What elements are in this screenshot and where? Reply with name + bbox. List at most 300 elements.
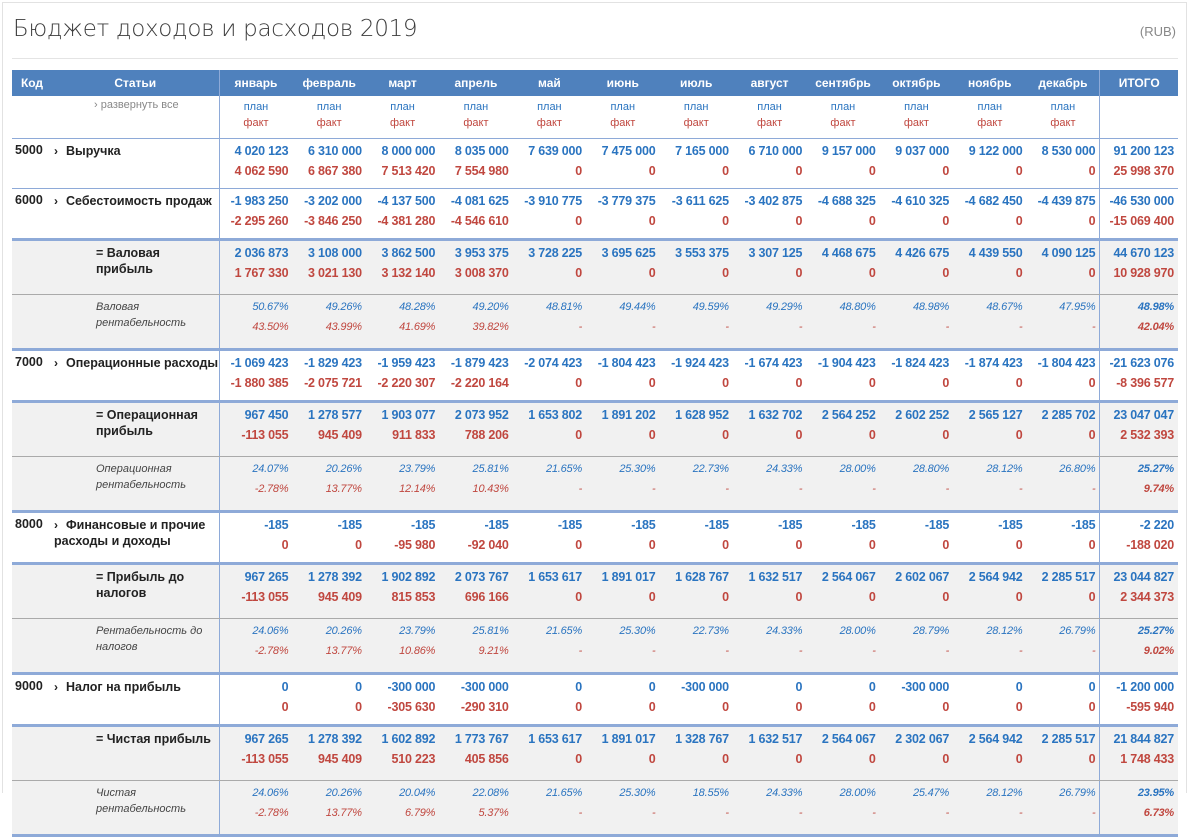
title-divider (12, 58, 1178, 59)
fact-value: - (798, 321, 803, 333)
plan-value: 28.00% (839, 463, 876, 475)
month-cell (439, 512, 512, 564)
fact-value: 0 (1015, 428, 1023, 442)
fact-value: 0 (1015, 164, 1023, 178)
month-cell (880, 139, 953, 189)
month-cell (659, 139, 732, 189)
month-cell (733, 781, 806, 836)
row-code (12, 619, 52, 674)
month-cell (1027, 674, 1100, 726)
fact-value: 788 206 (464, 428, 509, 442)
table-row-ratio (12, 457, 1178, 512)
row-code: 9000 (12, 674, 52, 726)
header-items[interactable]: Статьи (52, 70, 219, 96)
fact-value: 7 554 980 (454, 164, 509, 178)
plan-label: план (537, 101, 562, 113)
fact-value: 0 (942, 428, 950, 442)
month-cell (880, 295, 953, 350)
fact-value: 815 853 (391, 590, 436, 604)
total-cell (1100, 295, 1178, 350)
month-cell (219, 240, 292, 295)
plan-value: 0 (355, 680, 362, 694)
fact-value: -92 040 (467, 538, 509, 552)
plan-value: 28.12% (986, 787, 1023, 799)
plan-value: -300 000 (460, 680, 509, 694)
month-cell (439, 350, 512, 402)
month-cell (439, 189, 512, 240)
plan-value: 2 602 252 (895, 408, 950, 422)
month-cell (880, 350, 953, 402)
plan-value: 2 564 252 (821, 408, 876, 422)
fact-value: 0 (1088, 590, 1096, 604)
fact-value: 0 (281, 700, 289, 714)
fact-value: - (1091, 807, 1096, 819)
currency-label: (RUB) (1139, 24, 1176, 39)
fact-value: - (1019, 321, 1023, 333)
plan-value: 21.65% (545, 463, 583, 475)
plan-value: 20.26% (325, 625, 362, 637)
header-month-8[interactable]: август (733, 70, 806, 96)
plan-value: -1 879 423 (450, 356, 509, 370)
month-cell (586, 240, 659, 295)
header-month-9[interactable]: сентябрь (806, 70, 879, 96)
fact-value: - (578, 807, 583, 819)
month-cell (439, 139, 512, 189)
row-code (12, 402, 52, 457)
row-label[interactable]: › Операционные расходы (52, 350, 219, 402)
header-month-12[interactable]: декабрь (1027, 70, 1100, 96)
row-label[interactable]: › Налог на прибыль (52, 674, 219, 726)
plan-value: -4 137 500 (377, 194, 436, 208)
plan-value: 28.12% (986, 625, 1023, 637)
month-cell (733, 457, 806, 512)
total-cell (1100, 512, 1178, 564)
plan-value: 0 (648, 680, 656, 694)
fact-value: - (578, 321, 583, 333)
fact-value: -2.78% (254, 483, 289, 495)
month-cell (733, 189, 806, 240)
month-cell (292, 189, 365, 240)
fact-value: 0 (1015, 700, 1023, 714)
fact-value: 0 (575, 266, 583, 280)
plan-value: 1 632 702 (748, 408, 803, 422)
month-cell (659, 726, 732, 781)
month-cell (880, 619, 953, 674)
plan-value: 21 844 827 (1113, 732, 1174, 746)
plan-value: 1 628 767 (675, 570, 729, 584)
total-cell (1100, 781, 1178, 836)
plan-value: 1 891 202 (601, 408, 656, 422)
month-cell (880, 189, 953, 240)
month-cell (292, 726, 365, 781)
month-cell (513, 674, 586, 726)
fact-value: 0 (795, 428, 803, 442)
fact-value: 41.69% (399, 321, 436, 333)
fact-value: 0 (795, 590, 803, 604)
plan-value: 3 307 125 (748, 246, 803, 260)
fact-value: -2 220 164 (450, 376, 509, 390)
month-cell (806, 295, 879, 350)
plan-label: план (463, 101, 489, 113)
month-cell (659, 564, 732, 619)
fact-value: 0 (868, 376, 876, 390)
fact-value: 0 (1015, 752, 1023, 766)
fact-value: 0 (722, 428, 729, 442)
plan-value: 20.04% (399, 787, 436, 799)
fact-value: 1 748 433 (1120, 752, 1174, 766)
plan-value: -1 804 423 (597, 356, 656, 370)
table-row-item[interactable] (12, 350, 1178, 402)
fact-value: 0 (648, 376, 656, 390)
fact-value: 945 409 (318, 428, 362, 442)
fact-value: 0 (575, 538, 583, 552)
fact-value: 0 (722, 538, 729, 552)
table-row-item[interactable] (12, 189, 1178, 240)
row-label[interactable]: › Финансовые и прочие расходы и доходы (52, 512, 219, 564)
fact-value: -113 055 (241, 428, 289, 442)
month-cell (659, 781, 732, 836)
plan-value: 9 157 000 (821, 144, 876, 158)
row-code: 7000 (12, 350, 52, 402)
fact-value: 0 (942, 164, 950, 178)
row-label: Операционная рентабельность (52, 457, 219, 512)
fact-value: 3 021 130 (308, 266, 362, 280)
plan-value: 28.12% (986, 463, 1023, 475)
plan-value: -4 688 325 (817, 194, 876, 208)
plan-value: -185 (851, 518, 876, 532)
row-label[interactable]: › Себестоимость продаж (52, 189, 219, 240)
chevron-right-icon[interactable]: › (54, 680, 58, 694)
fact-value: 696 166 (464, 590, 509, 604)
month-cell (1027, 512, 1100, 564)
fact-value: - (872, 321, 876, 333)
fact-value: 43.99% (325, 321, 362, 333)
fact-value: 0 (1015, 266, 1023, 280)
total-cell (1100, 350, 1178, 402)
fact-label: факт (389, 117, 416, 129)
fact-value: - (798, 645, 803, 657)
plan-value: 25.30% (619, 787, 656, 799)
header-month-6[interactable]: июнь (586, 70, 659, 96)
fact-value: 0 (942, 376, 950, 390)
plan-label: план (390, 101, 415, 113)
plan-value: 2 036 873 (234, 246, 289, 260)
fact-value: 0 (795, 538, 803, 552)
month-cell (292, 512, 365, 564)
plan-value: 2 565 127 (968, 408, 1023, 422)
header-month-3[interactable]: март (366, 70, 439, 96)
fact-value: 0 (1015, 590, 1023, 604)
month-cell (439, 457, 512, 512)
fact-value: 0 (648, 538, 656, 552)
plan-value: 23.79% (399, 463, 436, 475)
month-cell (806, 674, 879, 726)
plan-value: 2 602 067 (895, 570, 950, 584)
table-row-item[interactable] (12, 674, 1178, 726)
fact-value: 1 767 330 (234, 266, 289, 280)
plan-value: 9 122 000 (968, 144, 1023, 158)
plan-value: 22.08% (472, 787, 509, 799)
plan-value: -185 (1071, 518, 1096, 532)
fact-value: 0 (1088, 214, 1096, 228)
month-cell (586, 619, 659, 674)
plan-value: 4 020 123 (234, 144, 289, 158)
header-month-2[interactable]: февраль (292, 70, 365, 96)
header-month-4[interactable]: апрель (439, 70, 512, 96)
fact-value: - (798, 807, 803, 819)
plan-value: 48.81% (545, 301, 583, 313)
month-cell (366, 781, 439, 836)
fact-value: 0 (1015, 538, 1023, 552)
plan-value: 2 564 067 (821, 570, 876, 584)
plan-value: 22.73% (692, 463, 729, 475)
total-cell (1100, 402, 1178, 457)
plan-value: 2 564 067 (821, 732, 876, 746)
plan-value: 21.65% (545, 625, 583, 637)
fact-value: -113 055 (241, 752, 289, 766)
month-cell (439, 619, 512, 674)
month-cell (1027, 402, 1100, 457)
month-cell (513, 726, 586, 781)
fact-value: -2 075 721 (304, 376, 362, 390)
fact-value: 405 856 (464, 752, 509, 766)
month-cell (366, 402, 439, 457)
fact-value: 0 (722, 700, 729, 714)
plan-label: план (977, 101, 1003, 113)
fact-value: - (945, 483, 950, 495)
plan-value: 1 653 617 (528, 732, 583, 746)
month-cell (586, 674, 659, 726)
plan-value: 22.73% (692, 625, 729, 637)
plan-value: 23.95% (1137, 787, 1174, 799)
fact-value: 0 (868, 266, 876, 280)
fact-value: -2.78% (254, 645, 289, 657)
plan-value: 2 073 767 (454, 570, 509, 584)
month-cell (513, 402, 586, 457)
fact-value: - (798, 483, 803, 495)
fact-value: -3 846 250 (304, 214, 362, 228)
plan-value: 1 278 392 (308, 732, 362, 746)
plan-value: 91 200 123 (1113, 144, 1174, 158)
plan-value: 1 653 802 (528, 408, 583, 422)
fact-value: 10.43% (472, 483, 509, 495)
header-month-1[interactable]: январь (219, 70, 292, 96)
plan-value: 25.27% (1137, 463, 1174, 475)
plan-value: -185 (704, 518, 729, 532)
plan-value: 9 037 000 (895, 144, 950, 158)
fact-value: 3 132 140 (381, 266, 436, 280)
month-cell (659, 295, 732, 350)
month-cell (1027, 295, 1100, 350)
header-month-5[interactable]: май (513, 70, 586, 96)
plan-value: -300 000 (901, 680, 950, 694)
fact-label: факт (463, 117, 489, 129)
plan-value: 24.33% (766, 625, 803, 637)
fact-value: 0 (648, 700, 656, 714)
plan-value: -185 (557, 518, 583, 532)
plan-value: 25.30% (619, 463, 656, 475)
fact-value: 0 (942, 700, 950, 714)
fact-value: 4 062 590 (234, 164, 289, 178)
header-code[interactable]: Код (12, 70, 52, 96)
plan-value: -1 200 000 (1116, 680, 1174, 694)
month-cell (733, 564, 806, 619)
fact-value: 0 (868, 752, 876, 766)
fact-value: 2 344 373 (1120, 590, 1174, 604)
fact-value: 0 (942, 538, 950, 552)
fact-value: 0 (795, 700, 803, 714)
row-label[interactable]: › Выручка (52, 139, 219, 189)
month-cell (880, 240, 953, 295)
row-label: = Валовая прибыль (52, 240, 219, 295)
month-cell (806, 619, 879, 674)
plan-value: -4 439 875 (1037, 194, 1096, 208)
plan-value: -21 623 076 (1109, 356, 1174, 370)
month-cell (366, 457, 439, 512)
plan-value: 2 073 952 (454, 408, 509, 422)
month-cell (1027, 350, 1100, 402)
plan-value: -3 611 625 (671, 194, 729, 208)
month-cell (953, 781, 1026, 836)
plan-value: 0 (1015, 680, 1023, 694)
plan-value: 0 (795, 680, 803, 694)
plan-label: план (683, 101, 709, 113)
fact-value: 0 (648, 590, 656, 604)
plan-value: 8 530 000 (1041, 144, 1096, 158)
plan-value: 21.65% (545, 787, 583, 799)
plan-value: -300 000 (681, 680, 729, 694)
month-cell (439, 240, 512, 295)
header-month-10[interactable]: октябрь (880, 70, 953, 96)
month-cell (513, 139, 586, 189)
plan-value: 1 891 017 (601, 732, 656, 746)
row-code (12, 295, 52, 350)
plan-value: 0 (1088, 680, 1096, 694)
plan-value: 23 047 047 (1113, 408, 1174, 422)
total-cell (1100, 189, 1178, 240)
month-cell (806, 781, 879, 836)
table-row-total (12, 726, 1178, 781)
month-cell (586, 402, 659, 457)
month-cell (880, 726, 953, 781)
total-cell (1100, 564, 1178, 619)
fact-value: -2 295 260 (230, 214, 289, 228)
fact-value: -305 630 (387, 700, 436, 714)
plan-value: 4 439 550 (968, 246, 1023, 260)
header-total[interactable]: ИТОГО (1100, 70, 1178, 96)
fact-value: 9.21% (478, 645, 509, 657)
plan-value: -185 (631, 518, 656, 532)
month-cell (953, 402, 1026, 457)
plan-value: 48.80% (839, 301, 876, 313)
month-cell (733, 295, 806, 350)
plan-value: 25.81% (472, 625, 509, 637)
fact-value: - (1091, 483, 1096, 495)
plan-value: 1 328 767 (675, 732, 729, 746)
month-cell (292, 139, 365, 189)
fact-value: 945 409 (318, 590, 362, 604)
plan-value: 24.07% (252, 463, 289, 475)
fact-value: 7 513 420 (381, 164, 436, 178)
chevron-right-icon[interactable]: › (54, 356, 58, 370)
fact-value: 0 (1088, 752, 1096, 766)
table-row-item[interactable] (12, 512, 1178, 564)
table-row-item[interactable] (12, 139, 1178, 189)
chevron-right-icon[interactable]: › (54, 518, 58, 532)
plan-value: -185 (337, 518, 362, 532)
plan-value: 25.47% (912, 787, 950, 799)
fact-value: - (945, 645, 950, 657)
plan-value: 3 553 375 (675, 246, 729, 260)
month-cell (880, 402, 953, 457)
chevron-right-icon[interactable]: › (54, 144, 58, 158)
chevron-right-icon: › (94, 99, 98, 111)
plan-value: -2 074 423 (524, 356, 583, 370)
month-cell (292, 619, 365, 674)
row-label: Чистая рентабельность (52, 781, 219, 836)
plan-value: 49.59% (692, 301, 729, 313)
fact-label: факт (316, 117, 342, 129)
month-cell (880, 457, 953, 512)
fact-value: -95 980 (394, 538, 436, 552)
month-cell (659, 619, 732, 674)
month-cell (586, 350, 659, 402)
fact-value: 0 (575, 752, 583, 766)
header-month-11[interactable]: ноябрь (953, 70, 1026, 96)
plan-label: план (610, 101, 636, 113)
total-cell (1100, 674, 1178, 726)
plan-value: -185 (484, 518, 509, 532)
chevron-right-icon[interactable]: › (54, 194, 58, 208)
fact-value: -188 020 (1126, 538, 1174, 552)
fact-value: 0 (1088, 266, 1096, 280)
month-cell (1027, 726, 1100, 781)
plan-value: 4 468 675 (821, 246, 876, 260)
fact-value: 0 (355, 700, 362, 714)
plan-value: -1 874 423 (964, 356, 1023, 370)
month-cell (953, 674, 1026, 726)
month-cell (292, 240, 365, 295)
fact-value: -595 940 (1126, 700, 1174, 714)
fact-value: - (652, 807, 656, 819)
total-cell (1100, 619, 1178, 674)
fact-label: факт (757, 117, 783, 129)
plan-value: 2 564 942 (968, 570, 1023, 584)
plan-value: 24.06% (252, 787, 289, 799)
plan-value: 49.20% (472, 301, 509, 313)
fact-value: 2 532 393 (1120, 428, 1174, 442)
fact-value: 42.04% (1137, 321, 1174, 333)
month-cell (586, 139, 659, 189)
plan-value: -185 (778, 518, 803, 532)
month-cell (880, 781, 953, 836)
month-cell (659, 240, 732, 295)
fact-value: 0 (942, 266, 950, 280)
plan-value: 25.30% (619, 625, 656, 637)
plan-value: 48.98% (912, 301, 950, 313)
expand-all-link[interactable]: › развернуть все (94, 99, 179, 111)
fact-value: 9.74% (1143, 483, 1174, 495)
month-cell (953, 240, 1026, 295)
fact-value: 0 (575, 214, 583, 228)
month-cell (366, 512, 439, 564)
month-cell (219, 189, 292, 240)
plan-label: план (243, 101, 269, 113)
plan-value: -4 682 450 (964, 194, 1023, 208)
table-row-ratio (12, 781, 1178, 836)
plan-value: 1 628 952 (675, 408, 729, 422)
header-month-7[interactable]: июль (659, 70, 732, 96)
